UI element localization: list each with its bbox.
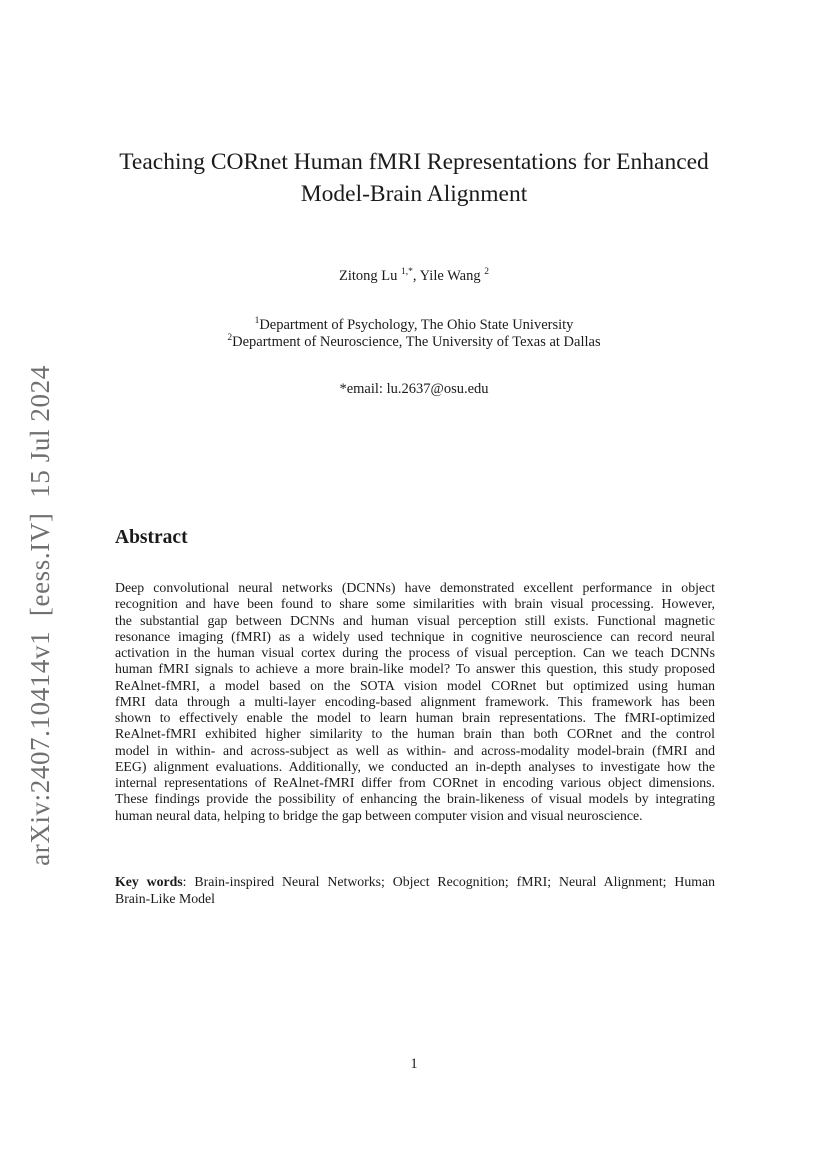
- abstract-line: ReAlnet-fMRI exhibited higher similarity to the human brain than both CORnet and the control: [115, 726, 715, 742]
- arxiv-identifier-text: arXiv:2407.10414v1 [eess.IV] 15 Jul 2024: [24, 364, 55, 866]
- keywords-text: : Brain-inspired Neural Networks; Object Recognition; fMRI; Neural Alignment; Human: [182, 874, 715, 889]
- arxiv-identifier-stamp: [18, 364, 62, 866]
- author-affiliation-marker: 1,*: [401, 267, 413, 277]
- abstract-line: human neural data, helping to bridge the gap between computer vision and visual neuroscience.: [115, 807, 643, 823]
- abstract-line: Deep convolutional neural networks (DCNNs) have demonstrated excellent performance in object: [115, 580, 715, 595]
- author-affiliation-marker: 2: [484, 267, 489, 277]
- abstract-line: resonance imaging (fMRI) as a widely used technique in cognitive neuroscience can record neural: [115, 628, 715, 644]
- author-name: Yile Wang: [419, 268, 481, 284]
- abstract-line: shown to effectively enable the model to learn human brain representations. The fMRI-optimized: [115, 710, 715, 725]
- affiliation-item: [100, 334, 728, 351]
- abstract-line: model in within- and across-subject as well as within- and across-modality model-brain (fMRI and: [115, 742, 715, 758]
- abstract-line: These findings provide the possibility of enhancing the brain-likeness of visual models by integrating: [115, 791, 715, 807]
- keywords-line: Brain-Like Model: [115, 890, 216, 906]
- abstract-body: [115, 580, 715, 824]
- abstract-line: recognition and have been found to share some similarities with brain visual processing. However,: [115, 596, 715, 612]
- affiliation-marker: 2: [227, 333, 233, 343]
- affiliation-item: [100, 317, 728, 334]
- keywords-label: Key words: [115, 874, 183, 889]
- abstract-line: activation in the human visual cortex during the process of visual perception. Can we teach DCNNs: [115, 645, 715, 660]
- author-separator: ,: [412, 268, 420, 284]
- abstract-line: human fMRI signals to achieve a more brain-like model? To answer this question, this study proposed: [115, 661, 715, 677]
- paper-title-line-2: Model-Brain Alignment: [300, 181, 528, 207]
- affiliation-text: Department of Psychology, The Ohio State University: [259, 317, 574, 333]
- keywords-section: [115, 874, 715, 907]
- affiliation-text: Department of Neuroscience, The University of Texas at Dallas: [232, 334, 601, 350]
- abstract-line: fMRI data through a multi-layer encoding-based alignment framework. This framework has been: [115, 693, 715, 709]
- author-list: [100, 268, 728, 285]
- affiliation-list: [100, 317, 728, 351]
- abstract-line: internal representations of ReAlnet-fMRI differ from CORnet in encoding various object dimensions.: [115, 775, 715, 790]
- abstract-line: the substantial gap between DCNNs and human visual perception still exists. Functional magnetic: [115, 612, 715, 628]
- paper-title: [100, 146, 728, 210]
- abstract-heading: Abstract: [115, 527, 188, 548]
- affiliation-marker: 1: [254, 316, 260, 326]
- author-name: Zitong Lu: [339, 268, 398, 284]
- keywords-line: [115, 874, 715, 891]
- abstract-line: EEG) alignment evaluations. Additionally, we conducted an in-depth analyses to investigate how the: [115, 758, 715, 774]
- paper-title-line-1: Teaching CORnet Human fMRI Representations for Enhanced: [119, 149, 709, 175]
- abstract-line: ReAlnet-fMRI, a model based on the SOTA vision model CORnet but optimized using human: [115, 677, 715, 693]
- page-number: 1: [410, 1056, 418, 1072]
- corresponding-email: *email: lu.2637@osu.edu: [339, 381, 489, 397]
